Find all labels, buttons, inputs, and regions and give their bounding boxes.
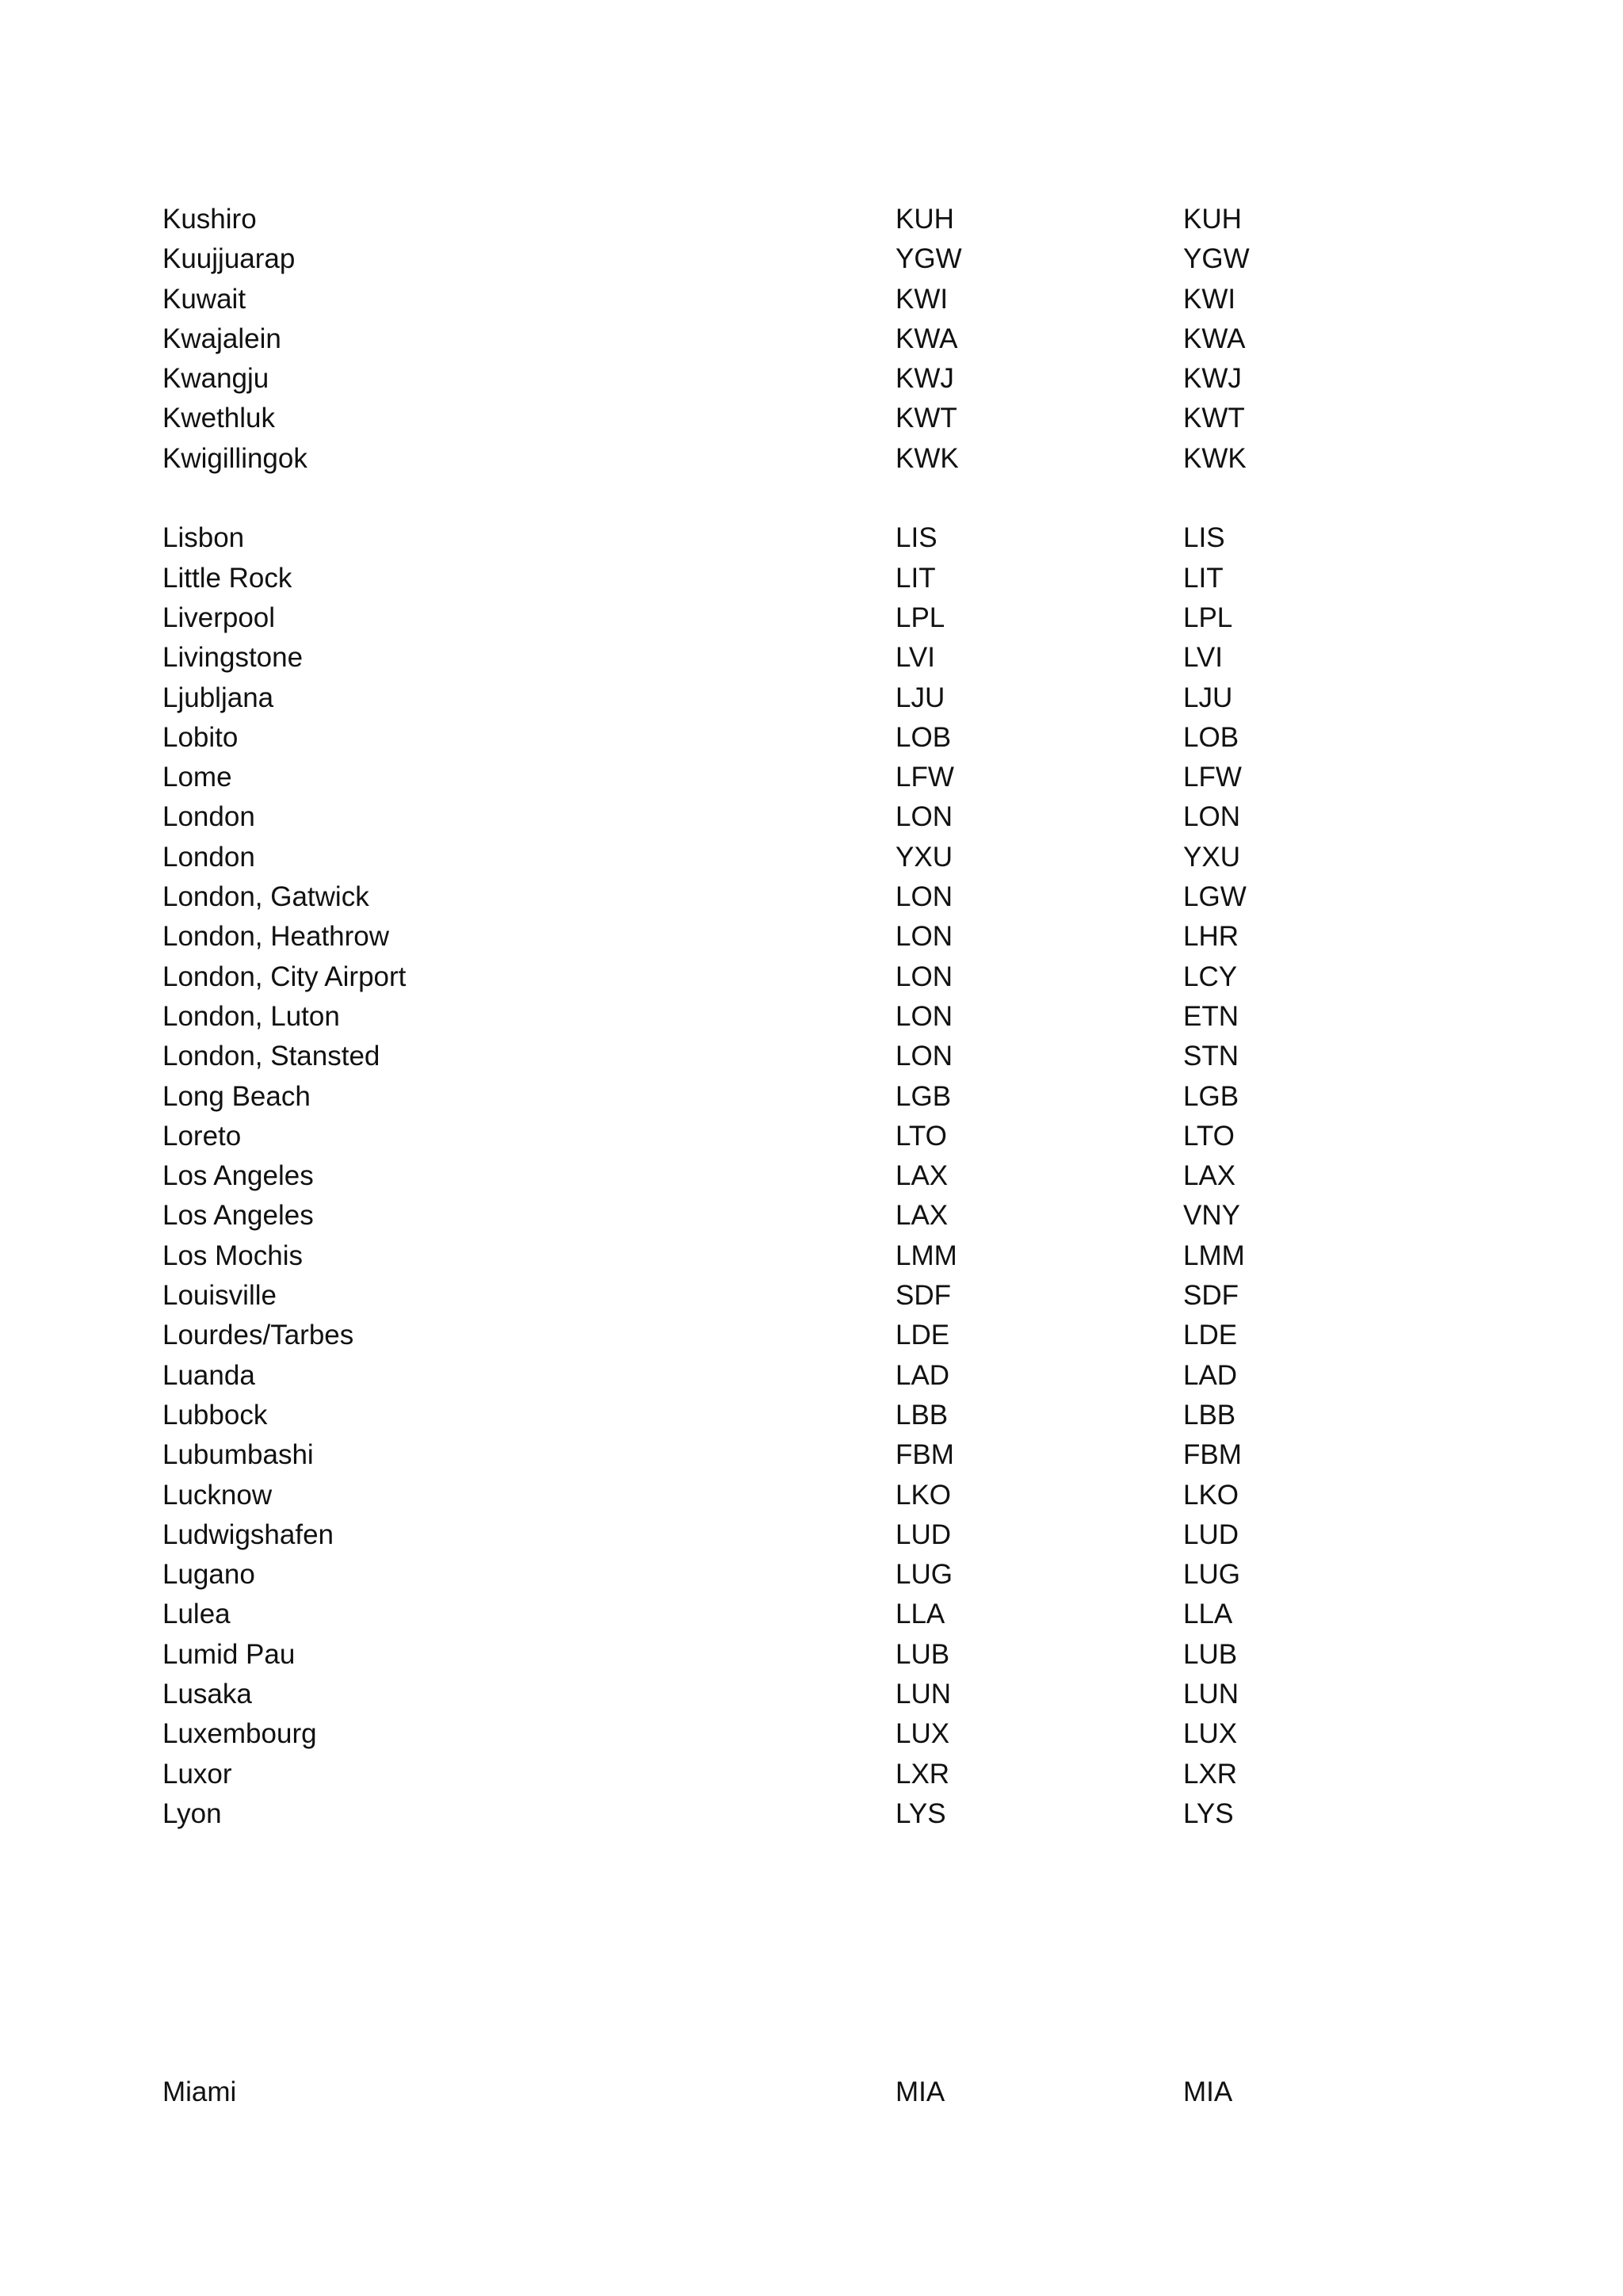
city-name: Lugano [162,1559,255,1591]
list-row [0,1755,1623,1794]
airport-code: LON [1183,801,1240,833]
city-code: LIT [896,562,936,594]
airport-code: YXU [1183,841,1240,873]
city-code: LAD [896,1359,950,1391]
city-code: SDF [896,1280,951,1312]
city-name: Lourdes/Tarbes [162,1320,354,1351]
airport-code: LGW [1183,881,1247,913]
airport-code: KWT [1183,403,1245,434]
airport-code: LTO [1183,1120,1235,1152]
city-code: LUN [896,1678,952,1710]
city-code: MIA [896,2076,945,2107]
city-name: Little Rock [162,562,292,594]
list-row [0,1396,1623,1435]
city-name: London, Heathrow [162,921,390,953]
airport-code: KWJ [1183,363,1242,395]
city-code: LMM [896,1240,957,1271]
airport-code: LAD [1183,1359,1238,1391]
city-name: Kwigillingok [162,442,307,474]
city-name: Los Angeles [162,1200,314,1232]
city-code: LJU [896,682,945,713]
list-row [0,997,1623,1037]
city-name: Los Angeles [162,1160,314,1192]
city-code: LUB [896,1638,950,1670]
airport-code: LMM [1183,1240,1245,1271]
airport-code: STN [1183,1041,1239,1072]
city-code: LDE [896,1320,950,1351]
city-name: Kuujjuarap [162,243,296,275]
city-name: Los Mochis [162,1240,304,1271]
city-name: Kwethluk [162,403,276,434]
city-code: KUH [896,204,954,235]
city-name: Ljubljana [162,682,274,713]
airport-code: LPL [1183,602,1233,633]
list-row [0,718,1623,758]
city-code: LKO [896,1479,952,1511]
city-code: LFW [896,762,954,793]
list-row [0,1356,1623,1396]
city-name: Kuwait [162,283,246,315]
list-row [0,678,1623,718]
list-row [0,518,1623,558]
airport-code: KWA [1183,323,1246,354]
list-row [0,280,1623,319]
city-code: LAX [896,1160,949,1192]
airport-code: LIS [1183,522,1225,554]
city-code: KWK [896,442,959,474]
city-name: Loreto [162,1120,242,1152]
city-name: Lulea [162,1599,231,1630]
airport-code: LLA [1183,1599,1233,1630]
city-name: Livingstone [162,642,304,674]
city-code: LON [896,921,953,953]
city-code: LOB [896,721,952,753]
city-code: FBM [896,1439,954,1471]
city-code: LON [896,881,953,913]
city-name: Kwangju [162,363,269,395]
city-code: LYS [896,1797,946,1829]
airport-code: LDE [1183,1320,1238,1351]
city-code: LLA [896,1599,945,1630]
airport-code: LFW [1183,762,1242,793]
list-row [0,758,1623,797]
list-row [0,2073,1623,2112]
city-code: LTO [896,1120,947,1152]
city-code: YGW [896,243,962,275]
list-row [0,1595,1623,1634]
city-name: Lobito [162,721,239,753]
city-name: London [162,841,255,873]
airport-code: LUD [1183,1519,1239,1550]
city-code: KWT [896,403,957,434]
list-row [0,1037,1623,1076]
city-code: LUD [896,1519,952,1550]
airport-code: KWK [1183,442,1247,474]
airport-code-list [0,200,1623,1834]
city-code: LAX [896,1200,949,1232]
airport-code: LOB [1183,721,1239,753]
city-code: LPL [896,602,945,633]
airport-code: KUH [1183,204,1242,235]
list-row [0,1555,1623,1595]
city-name: Liverpool [162,602,276,633]
list-row [0,319,1623,359]
city-code: KWI [896,283,949,315]
airport-code: SDF [1183,1280,1239,1312]
airport-code: KWI [1183,283,1236,315]
city-name: Lyon [162,1797,222,1829]
section-gap [0,479,1623,518]
city-name: London, City Airport [162,961,407,992]
city-code: LUG [896,1559,953,1591]
city-name: Miami [162,2076,237,2107]
list-row [0,1476,1623,1515]
list-row [0,1196,1623,1236]
list-row [0,559,1623,598]
city-name: Luanda [162,1359,255,1391]
airport-code: LXR [1183,1758,1238,1790]
list-row [0,638,1623,678]
city-code: YXU [896,841,953,873]
list-row [0,877,1623,917]
list-row [0,598,1623,638]
city-name: Luxembourg [162,1718,317,1750]
airport-code: LKO [1183,1479,1239,1511]
city-code: LBB [896,1399,949,1431]
list-row [0,1276,1623,1316]
city-name: Kwajalein [162,323,281,354]
list-row [0,359,1623,399]
city-name: Lucknow [162,1479,273,1511]
city-name: Lubumbashi [162,1439,314,1471]
airport-code: LCY [1183,961,1238,992]
airport-code: MIA [1183,2076,1233,2107]
city-name: Kushiro [162,204,257,235]
city-name: London, Luton [162,1000,340,1032]
airport-code: LUB [1183,1638,1238,1670]
city-name: Lumid Pau [162,1638,296,1670]
airport-code: LUG [1183,1559,1240,1591]
list-row [0,1077,1623,1117]
city-name: Louisville [162,1280,277,1312]
airport-code: ETN [1183,1000,1239,1032]
city-code: LON [896,1000,953,1032]
airport-code: LVI [1183,642,1223,674]
list-row [0,1435,1623,1475]
airport-code: FBM [1183,1439,1242,1471]
list-row [0,1117,1623,1156]
list-row [0,239,1623,279]
city-code: LGB [896,1080,952,1112]
list-row [0,838,1623,877]
airport-code: LAX [1183,1160,1236,1192]
city-code: LVI [896,642,935,674]
list-row [0,1236,1623,1276]
city-name: Lisbon [162,522,245,554]
city-code: KWJ [896,363,954,395]
airport-code: LUN [1183,1678,1239,1710]
airport-code: YGW [1183,243,1250,275]
city-name: Lubbock [162,1399,268,1431]
city-name: Lome [162,762,232,793]
city-code: KWA [896,323,958,354]
list-row [0,1156,1623,1196]
city-name: London [162,801,255,833]
city-name: Luxor [162,1758,232,1790]
city-name: Long Beach [162,1080,311,1112]
list-row [0,917,1623,957]
airport-code: LHR [1183,921,1239,953]
airport-code: LUX [1183,1718,1238,1750]
list-row [0,1316,1623,1355]
list-row [0,1675,1623,1714]
list-row [0,1794,1623,1834]
list-row [0,200,1623,239]
city-name: Lusaka [162,1678,252,1710]
city-code: LON [896,1041,953,1072]
airport-code: LBB [1183,1399,1236,1431]
airport-code: LYS [1183,1797,1234,1829]
city-name: London, Gatwick [162,881,369,913]
city-name: Ludwigshafen [162,1519,334,1550]
list-row [0,1714,1623,1754]
city-code: LON [896,801,953,833]
airport-code: LGB [1183,1080,1239,1112]
list-row [0,1515,1623,1555]
airport-code: LJU [1183,682,1233,713]
city-code: LON [896,961,953,992]
city-code: LXR [896,1758,950,1790]
city-name: London, Stansted [162,1041,380,1072]
list-row [0,1635,1623,1675]
list-row [0,797,1623,837]
list-row [0,957,1623,997]
city-code: LIS [896,522,938,554]
list-row [0,439,1623,479]
airport-code: VNY [1183,1200,1240,1232]
list-row [0,399,1623,438]
airport-code: LIT [1183,562,1224,594]
city-code: LUX [896,1718,950,1750]
